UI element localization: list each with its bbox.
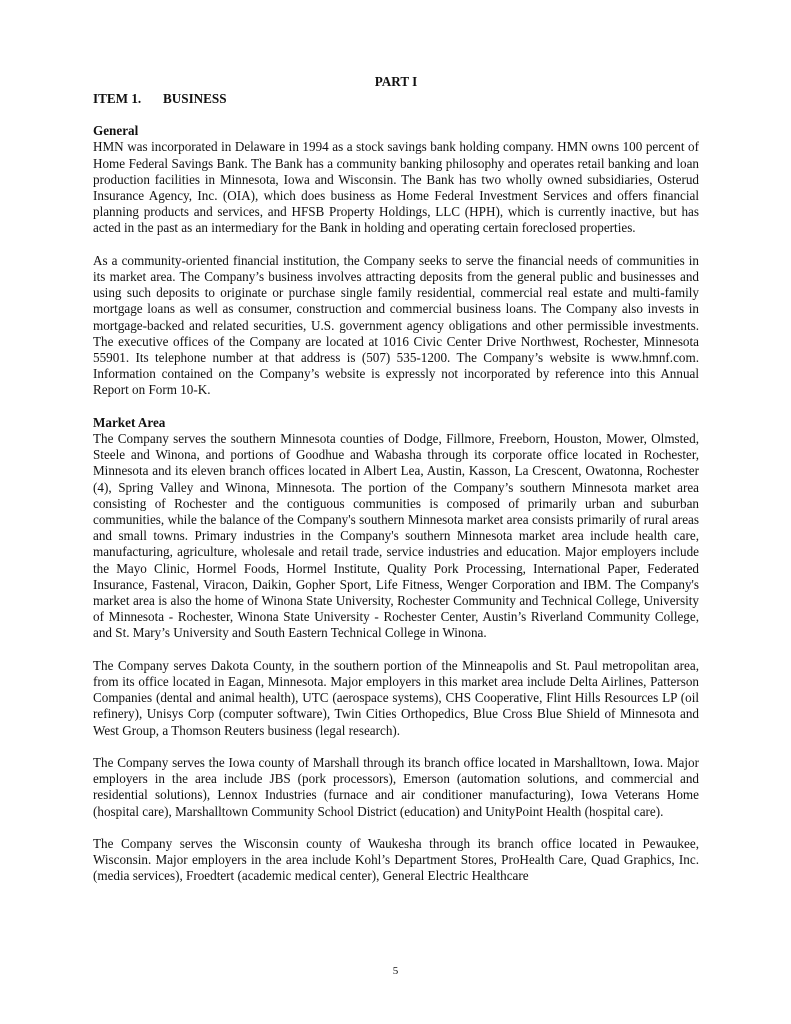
- item-heading: [93, 91, 699, 107]
- part-title: PART I: [374, 74, 418, 89]
- paragraph: The Company serves the southern Minnesota counties of Dodge, Fillmore, Freeborn, Houston, Mower, Olmsted, Steele and Winona, and portions of Goodhue and Wabasha through its corporate office located in Rochester, Minnesota and its eleven branch offices located in Albert Lea, Austin, Kasson, La Crescent, Owatonna, Rochester (4), Spring Valley and Winona, Minnesota. The portion of the Company’s southern Minnesota market area consisting of Rochester and the contiguous communities is composed of primarily urban and suburban communities, while the balance of the Company's southern Minnesota market area consists primarily of rural areas and small towns. Primary industries in the Company's southern Minnesota market area include health care, manufacturing, agriculture, wholesale and retail trade, service industries and education. Major employers include the Mayo Clinic, Hormel Foods, Hormel Institute, Quality Pork Processing, International Paper, Federated Insurance, Fastenal, Viracon, Daikin, Gopher Sport, Life Fitness, Wenger Corporation and IBM. The Company's market area is also the home of Winona State University, Rochester Community and Technical College, University of Minnesota - Rochester, Winona State University - Rochester Center, Austin’s Riverland Community College, and St. Mary’s University and South Eastern Technical College in Winona.: [93, 431, 699, 641]
- paragraph: As a community-oriented financial institution, the Company seeks to serve the financial needs of communities in its market area. The Company’s business involves attracting deposits from the general public and businesses and using such deposits to originate or purchase single family residential, commercial real estate and multi-family mortgage loans as well as consumer, construction and commercial business loans. The Company also invests in mortgage-backed and related securities, U.S. government agency obligations and other permissible investments. The executive offices of the Company are located at 1016 Civic Center Drive Northwest, Rochester, Minnesota 55901. Its telephone number at that address is (507) 535-1200. The Company’s website is www.hmnf.com. Information contained on the Company’s website is expressly not incorporated by reference into this Annual Report on Form 10-K.: [93, 252, 699, 398]
- paragraph: The Company serves the Wisconsin county of Waukesha through its branch office located in Pewaukee, Wisconsin. Major employers in the area include Kohl’s Department Stores, ProHealth Care, Quad Graphics, Inc. (media services), Froedtert (academic medical center), General Electric Healthcare: [93, 836, 699, 884]
- paragraph: HMN was incorporated in Delaware in 1994 as a stock savings bank holding company. HMN owns 100 percent of Home Federal Savings Bank. The Bank has a community banking philosophy and operates retail banking and loan production facilities in Minnesota, Iowa and Wisconsin. The Bank has two wholly owned subsidiaries, Osterud Insurance Agency, Inc. (OIA), which does business as Home Federal Investment Services and offers financial planning products and services, and HFSB Property Holdings, LLC (HPH), which is currently inactive, but has acted in the past as an intermediary for the Bank in holding and operating certain foreclosed properties.: [93, 139, 699, 236]
- page-number: 5: [392, 965, 399, 977]
- section-heading-market-area: Market Area: [93, 414, 166, 430]
- item-number: ITEM 1.: [93, 91, 142, 106]
- paragraph: The Company serves the Iowa county of Marshall through its branch office located in Marshalltown, Iowa. Major employers in the area include JBS (pork processors), Emerson (automation solutions, and commercial and residential solutions), Lennox Industries (furnace and air conditioner manufacturing), Iowa Veterans Home (hospital care), Marshalltown Community School District (education) and UnityPoint Health (hospital care).: [93, 755, 699, 819]
- item-title: BUSINESS: [163, 91, 227, 106]
- paragraph: The Company serves Dakota County, in the southern portion of the Minneapolis and St. Paul metropolitan area, from its office located in Eagan, Minnesota. Major employers in this market area include Delta Airlines, Patterson Companies (dental and animal health), UTC (aerospace systems), CHS Cooperative, Flint Hills Resources LP (oil refinery), Unisys Corp (computer software), Twin Cities Orthopedics, Blue Cross Blue Shield of Minnesota and West Group, a Thomson Reuters business (legal research).: [93, 657, 699, 738]
- section-heading-general: General: [93, 123, 139, 139]
- document-page: [93, 74, 699, 885]
